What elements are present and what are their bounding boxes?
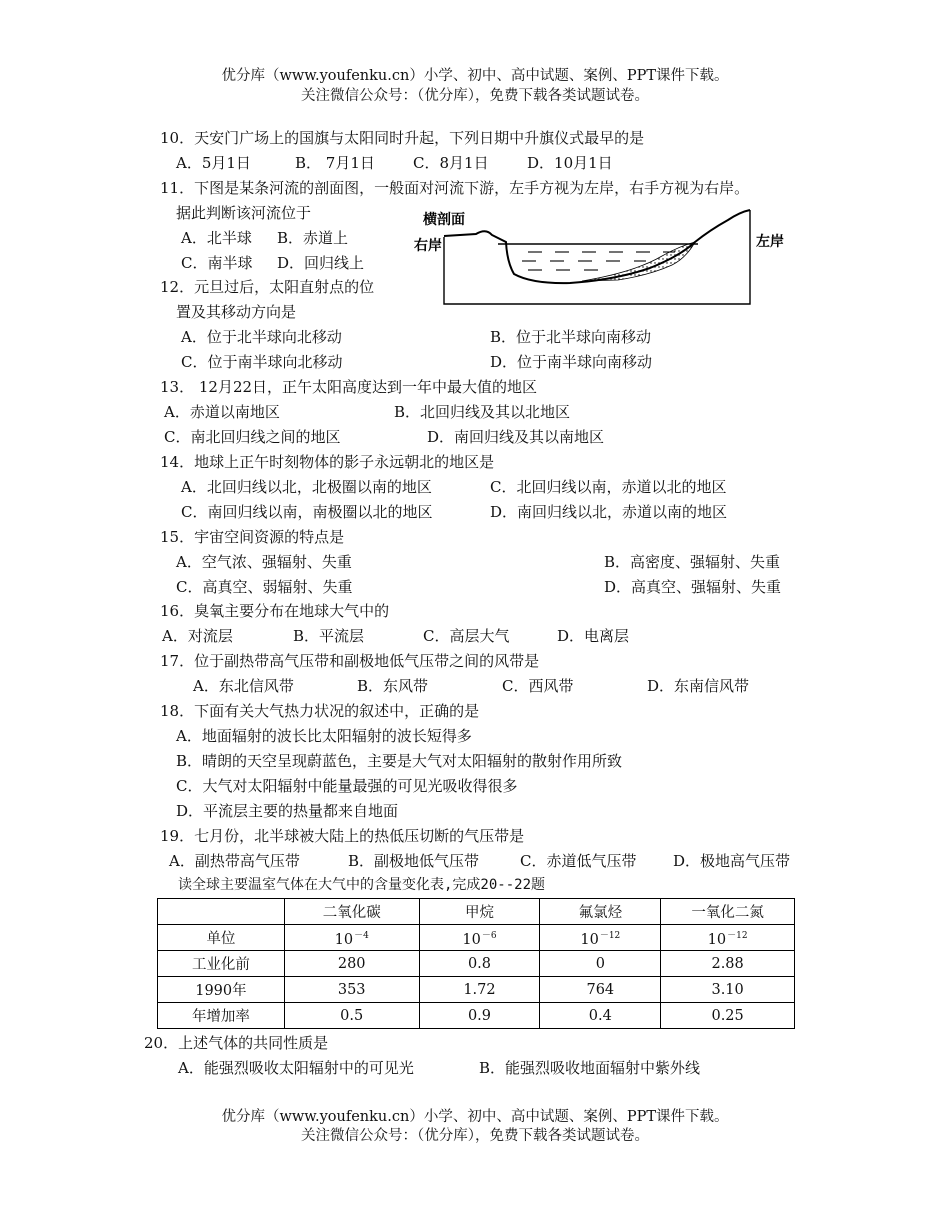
q12-option-b: B．位于北半球向南移动 [490,328,652,346]
q15-option-d: D．高真空、强辐射、失重 [604,578,782,596]
row-label: 1990年 [158,977,285,1003]
table-cell: 0.5 [284,1003,419,1029]
q14-stem: 14．地球上正午时刻物体的影子永远朝北的地区是 [160,453,495,471]
figure-title: 横剖面 [423,212,465,228]
table-cell: 0.9 [419,1003,540,1029]
table-cell: 353 [284,977,419,1003]
right-bank-label: 右岸 [414,238,442,254]
q17-stem: 17．位于副热带高气压带和副极地低气压带之间的风带是 [160,652,540,670]
unit-base: 10 [462,931,481,948]
row-label: 年增加率 [158,1003,285,1029]
table-cell: 0.4 [540,1003,661,1029]
q11-option-b: B．赤道上 [277,229,349,247]
q18-option-b: B．晴朗的天空呈现蔚蓝色，主要是大气对太阳辐射的散射作用所致 [176,752,623,770]
q11-option-c: C．南半球 [181,254,253,272]
q19-option-b: B．副极地低气压带 [348,852,480,870]
row-label: 工业化前 [158,951,285,977]
q14-option-a: A．北回归线以北，北极圈以南的地区 [181,478,432,496]
q14-option-c1: C．北回归线以南，赤道以北的地区 [490,478,727,496]
q12-option-a: A．位于北半球向北移动 [181,328,342,346]
q15-option-b: B．高密度、强辐射、失重 [604,553,781,571]
header-line-2: 关注微信公众号：（优分库），免费下载各类试题试卷。 [301,88,649,104]
q17-option-c: C．西风带 [502,677,574,695]
q16-option-b: B．平流层 [293,627,365,645]
header-line-1: 优分库（www.youfenku.cn）小学、初中、高中试题、案例、PPT课件下载。 [221,68,729,84]
q17-option-b: B．东风带 [357,677,429,695]
q17-option-a: A．东北信风带 [193,677,294,695]
q20-stem: 20．上述气体的共同性质是 [144,1034,329,1052]
q14-option-c2: C．南回归线以南，南极圈以北的地区 [181,503,433,521]
q19-option-d: D．极地高气压带 [673,852,791,870]
q16-option-a: A．对流层 [162,627,233,645]
table-row [158,951,795,977]
table-row [158,1003,795,1029]
river-cross-section-figure [410,202,790,308]
table-row [158,977,795,1003]
q10-option-a: A．5月1日 [176,154,251,172]
unit-exponent: －6 [481,930,497,941]
unit-base: 10 [580,931,599,948]
q13-option-c: C．南北回归线之间的地区 [164,428,341,446]
q13-option-d: D．南回归线及其以南地区 [427,428,605,446]
q12-stem: 12．元旦过后，太阳直射点的位 [160,278,375,296]
q19-stem: 19．七月份，北半球被大陆上的热低压切断的气压带是 [160,827,525,845]
q15-stem: 15．宇宙空间资源的特点是 [160,528,345,546]
greenhouse-gas-table [157,898,795,1029]
unit-cell [540,925,661,951]
header-cell: 二氧化碳 [284,899,419,925]
q14-option-d: D．南回归线以北，赤道以南的地区 [490,503,728,521]
q18-option-a: A．地面辐射的波长比太阳辐射的波长短得多 [176,727,472,745]
q18-option-d: D．平流层主要的热量都来自地面 [176,802,399,820]
unit-exponent: －12 [599,930,621,941]
unit-base: 10 [334,931,354,948]
q10-stem: 10．天安门广场上的国旗与太阳同时升起，下列日期中升旗仪式最早的是 [160,129,645,147]
table-cell: 764 [540,977,661,1003]
table-row [158,925,795,951]
table-cell: 2.88 [661,951,795,977]
q11-stem: 11．下图是某条河流的剖面图，一般面对河流下游，左手方视为左岸，右手方视为右岸。 [160,179,750,197]
left-bank-label: 左岸 [756,234,784,250]
q12-option-c: C．位于南半球向北移动 [181,353,343,371]
row-label: 单位 [158,925,285,951]
table-cell: 280 [284,951,419,977]
table-cell: 0 [540,951,661,977]
q10-option-b: B． 7月1日 [295,154,375,172]
q10-option-d: D．10月1日 [527,154,613,172]
unit-base: 10 [707,931,727,948]
footer-line-1: 优分库（www.youfenku.cn）小学、初中、高中试题、案例、PPT课件下载。 [221,1109,729,1125]
q13-stem: 13． 12月22日，正午太阳高度达到一年中最大值的地区 [160,378,538,396]
unit-exponent: －12 [727,930,748,941]
header-cell: 一氧化二氮 [661,899,795,925]
q15-option-a: A．空气浓、强辐射、失重 [176,553,352,571]
q10-option-c: C．8月1日 [413,154,489,172]
q11-stem-2: 据此判断该河流位于 [176,204,312,222]
q12-stem-2: 置及其移动方向是 [176,303,297,321]
q19-option-a: A．副热带高气压带 [169,852,300,870]
q11-option-a: A．北半球 [181,229,252,247]
q18-stem: 18．下面有关大气热力状况的叙述中，正确的是 [160,702,480,720]
q13-option-b: B．北回归线及其以北地区 [394,403,571,421]
table-header-row [158,899,795,925]
table-intro: 读全球主要温室气体在大气中的含量变化表,完成20--22题 [178,877,545,893]
q20-option-a: A．能强烈吸收太阳辐射中的可见光 [178,1059,414,1077]
table-cell: 0.25 [661,1003,795,1029]
q15-option-c: C．高真空、弱辐射、失重 [176,578,353,596]
unit-exponent: －4 [354,930,369,941]
q11-option-d: D．回归线上 [277,254,365,272]
q16-stem: 16．臭氧主要分布在地球大气中的 [160,602,390,620]
unit-cell [661,925,795,951]
q12-option-d: D．位于南半球向南移动 [490,353,653,371]
q18-option-c: C．大气对太阳辐射中能量最强的可见光吸收得很多 [176,777,518,795]
header-cell: 氟氯烃 [540,899,661,925]
table-cell: 1.72 [419,977,540,1003]
header-cell [158,899,285,925]
table-cell: 3.10 [661,977,795,1003]
header-cell: 甲烷 [419,899,540,925]
q17-option-d: D．东南信风带 [647,677,750,695]
q16-option-c: C．高层大气 [423,627,510,645]
q20-option-b: B．能强烈吸收地面辐射中紫外线 [479,1059,701,1077]
unit-cell [419,925,540,951]
q13-option-a: A．赤道以南地区 [164,403,280,421]
unit-cell [284,925,419,951]
table-cell: 0.8 [419,951,540,977]
q19-option-c: C．赤道低气压带 [520,852,637,870]
footer-line-2: 关注微信公众号：（优分库），免费下载各类试题试卷。 [301,1128,649,1144]
q16-option-d: D．电离层 [557,627,630,645]
